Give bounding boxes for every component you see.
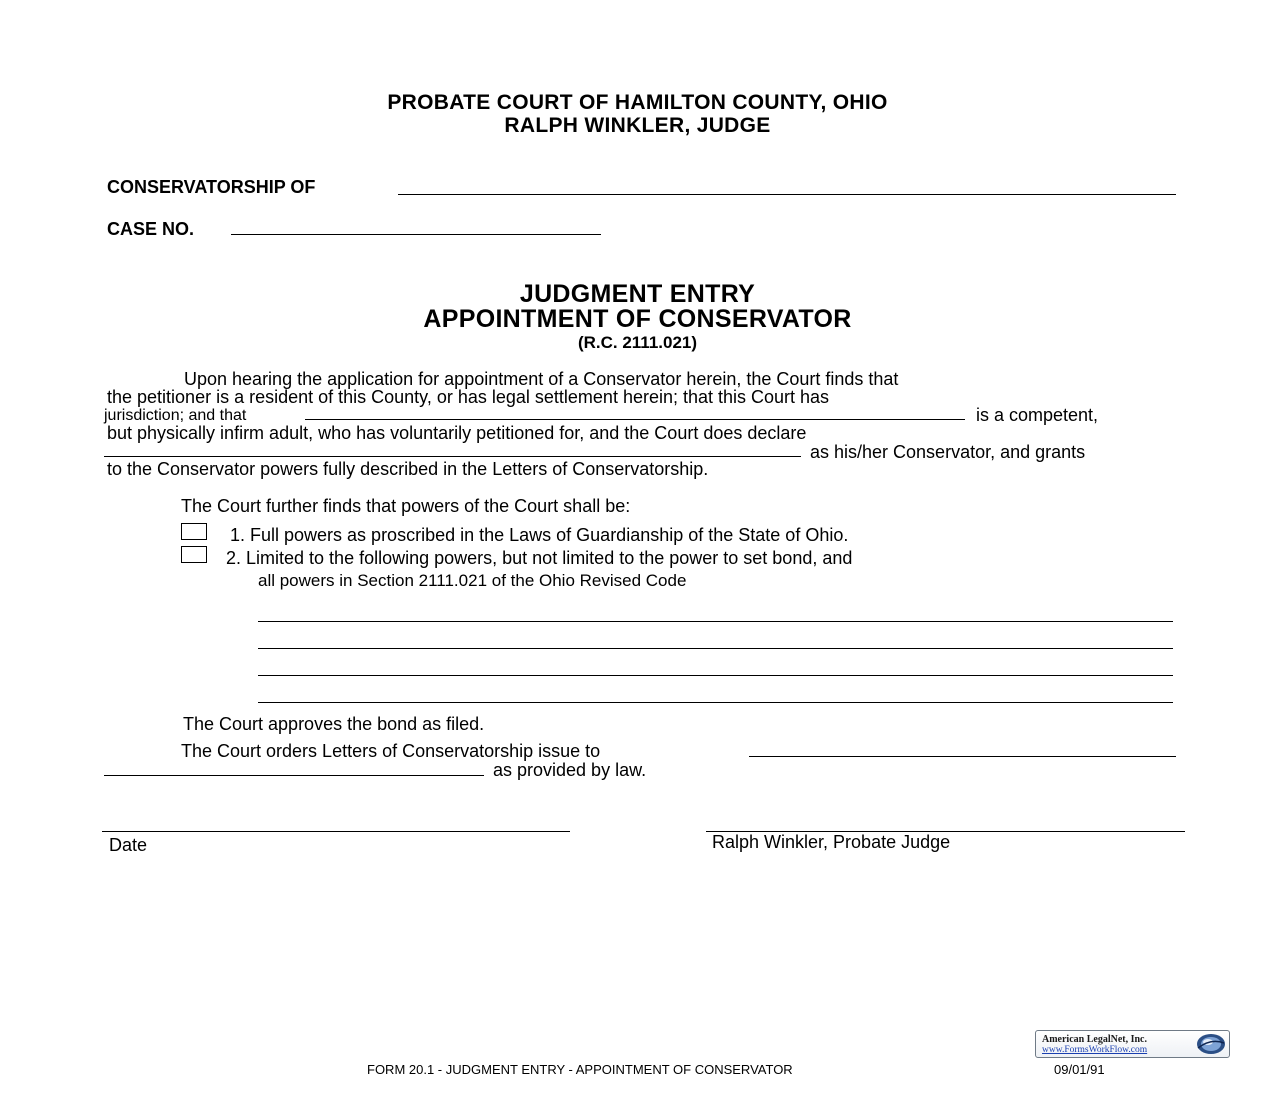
case-no-label: CASE NO. (107, 219, 195, 239)
provided-by-law: as provided by law. (493, 760, 647, 780)
form-date: 09/01/91 (1054, 1062, 1105, 1077)
statute-reference: (R.C. 2111.021) (577, 333, 698, 352)
paragraph-line-2: the petitioner is a resident of this County, or has legal settlement herein; that this Court has (107, 387, 830, 407)
globe-icon (1192, 1033, 1226, 1055)
form-footer: FORM 20.1 - JUDGMENT ENTRY - APPOINTMENT OF CONSERVATOR (367, 1062, 793, 1077)
limited-powers-line[interactable] (258, 702, 1173, 703)
logo-company: American LegalNet, Inc. (1042, 1034, 1147, 1045)
limited-powers-line[interactable] (258, 675, 1173, 676)
limited-powers-option-cont: all powers in Section 2111.021 of the Ohio Revised Code (258, 571, 687, 590)
case-no-line[interactable] (231, 234, 601, 235)
limited-powers-checkbox[interactable] (181, 546, 207, 563)
paragraph-line-3a: jurisdiction; and that (104, 407, 247, 424)
letters-issue-to-line-2[interactable] (104, 775, 484, 776)
title-judgment-entry: JUDGMENT ENTRY (519, 280, 756, 308)
paragraph-line-6: to the Conservator powers fully described in the Letters of Conservatorship. (107, 459, 709, 479)
paragraph-line-5: as his/her Conservator, and grants (810, 442, 1086, 462)
conservatorship-name-line[interactable] (398, 194, 1176, 195)
letters-statement: The Court orders Letters of Conservatorship issue to (181, 741, 601, 761)
judge-signature-label: Ralph Winkler, Probate Judge (712, 832, 951, 852)
paragraph-line-4: but physically infirm adult, who has voluntarily petitioned for, and the Court does declare (107, 423, 807, 443)
court-name: PROBATE COURT OF HAMILTON COUNTY, OHIO (387, 91, 888, 114)
paragraph-line-3b: is a competent, (976, 405, 1099, 425)
limited-powers-option: 2. Limited to the following powers, but not limited to the power to set bond, and (226, 548, 853, 568)
american-legalnet-logo[interactable] (1035, 1030, 1230, 1058)
conservatorship-label: CONSERVATORSHIP OF (107, 177, 316, 197)
judge-name: RALPH WINKLER, JUDGE (504, 114, 771, 137)
powers-intro: The Court further finds that powers of the Court shall be: (181, 496, 631, 516)
letters-issue-to-line[interactable] (749, 756, 1176, 757)
full-powers-option: 1. Full powers as proscribed in the Laws of Guardianship of the State of Ohio. (230, 525, 849, 545)
logo-url[interactable]: www.FormsWorkFlow.com (1042, 1045, 1148, 1055)
title-appointment: APPOINTMENT OF CONSERVATOR (423, 305, 852, 333)
paragraph-line-1: Upon hearing the application for appointment of a Conservator herein, the Court finds that (184, 369, 899, 389)
bond-statement: The Court approves the bond as filed. (183, 714, 485, 734)
date-label: Date (109, 835, 148, 855)
date-line[interactable] (102, 831, 570, 832)
full-powers-checkbox[interactable] (181, 523, 207, 540)
conservator-name-line[interactable] (104, 456, 801, 457)
ward-name-line[interactable] (305, 419, 965, 420)
limited-powers-line[interactable] (258, 648, 1173, 649)
limited-powers-line[interactable] (258, 621, 1173, 622)
